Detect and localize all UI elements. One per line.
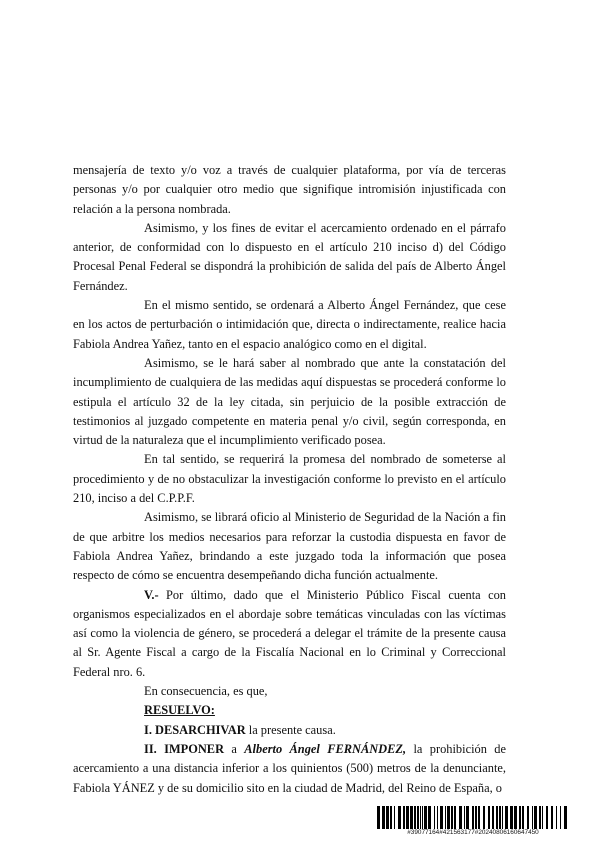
barcode-icon — [377, 806, 569, 829]
paragraph-promise: En tal sentido, se requerirá la promesa del nombrado de someterse al procedimiento y de no obstaculizar la investigación conforme lo previsto en el artículo 210, inciso a del C.P.P.F. — [73, 452, 506, 506]
paragraph-consequence: En consecuencia, es que, — [144, 684, 268, 699]
resuelvo-label: RESUELVO: — [144, 703, 215, 718]
barcode-number: #39077164#421563177#20240806160647450 — [407, 829, 539, 836]
item-2-label: II. IMPONER — [144, 741, 225, 756]
section-v-label: V.- — [144, 587, 159, 602]
item-1-text: la presente causa. — [245, 722, 336, 737]
resolution-item-2 — [73, 740, 506, 798]
item-1-label: I. DESARCHIVAR — [144, 722, 246, 737]
paragraph-continuation: mensajería de texto y/o voz a través de cualquier plataforma, por vía de terceras personas y/o por cualquier otro medio que signifique intromisión injustificada con relación a la persona nombrada. — [73, 163, 506, 216]
paragraph-noncompliance: Asimismo, se le hará saber al nombrado que ante la constatación del incumplimiento de cualquiera de las medidas aquí dispuestas se procederá conforme lo estipula el artículo 32 de la ley citada, sin perjuicio de la posible extracción de testimonios al juzgado competente en materia penal y/o civil, según corresponda, en virtud de la naturaleza que el incumplimiento verificado posea. — [73, 355, 506, 448]
paragraph-travel-ban: Asimismo, y los fines de evitar el acercamiento ordenado en el párrafo anterior, de conformidad con lo dispuesto en el artículo 210 inciso d) del Código Procesal Penal Federal se dispondrá la prohibición de salida del país de Alberto Ángel Fernández. — [73, 220, 506, 293]
paragraph-security-ministry: Asimismo, se librará oficio al Ministerio de Seguridad de la Nación a fin de que arbitre los medios necesarios para reforzar la custodia dispuesta en favor de Fabiola Andrea Yañez, brindando a este juzgado toda la información que posea respecto de cómo se encuentra desempeñando dicha función actualmente. — [73, 510, 506, 583]
paragraph-cease-order: En el mismo sentido, se ordenará a Alberto Ángel Fernández, que cese en los actos de perturbación o intimidación que, directa o indirectamente, realice hacia Fabiola Andrea Yañez, tanto en el espacio analógico como en el digital. — [73, 298, 506, 351]
resolution-item-1 — [73, 721, 506, 740]
item-2-pre: a — [224, 741, 245, 756]
section-v-text: Por último, dado que el Ministerio Público Fiscal cuenta con organismos especializados en el abordaje sobre temáticas vinculadas con las víctimas así como la violencia de género, se procederá a delegar el trámite de la presente causa al Sr. Agente Fiscal a cargo de la Fiscalía Nacional en lo Criminal y Correccional Federal nro. 6. — [73, 587, 506, 679]
item-2-text: la prohibición de acercamiento a una distancia inferior a los quinientos (500) metros de la denunciante, Fabiola YÁNEZ y de su domicilio sito en la ciudad de Madrid, del Reino de España, o — [73, 741, 506, 795]
document-body — [73, 161, 506, 798]
paragraph-section-v — [73, 586, 506, 682]
item-2-name: Alberto Ángel FERNÁNDEZ, — [244, 741, 407, 756]
resuelvo-heading — [73, 701, 506, 720]
barcode-block — [377, 806, 569, 837]
